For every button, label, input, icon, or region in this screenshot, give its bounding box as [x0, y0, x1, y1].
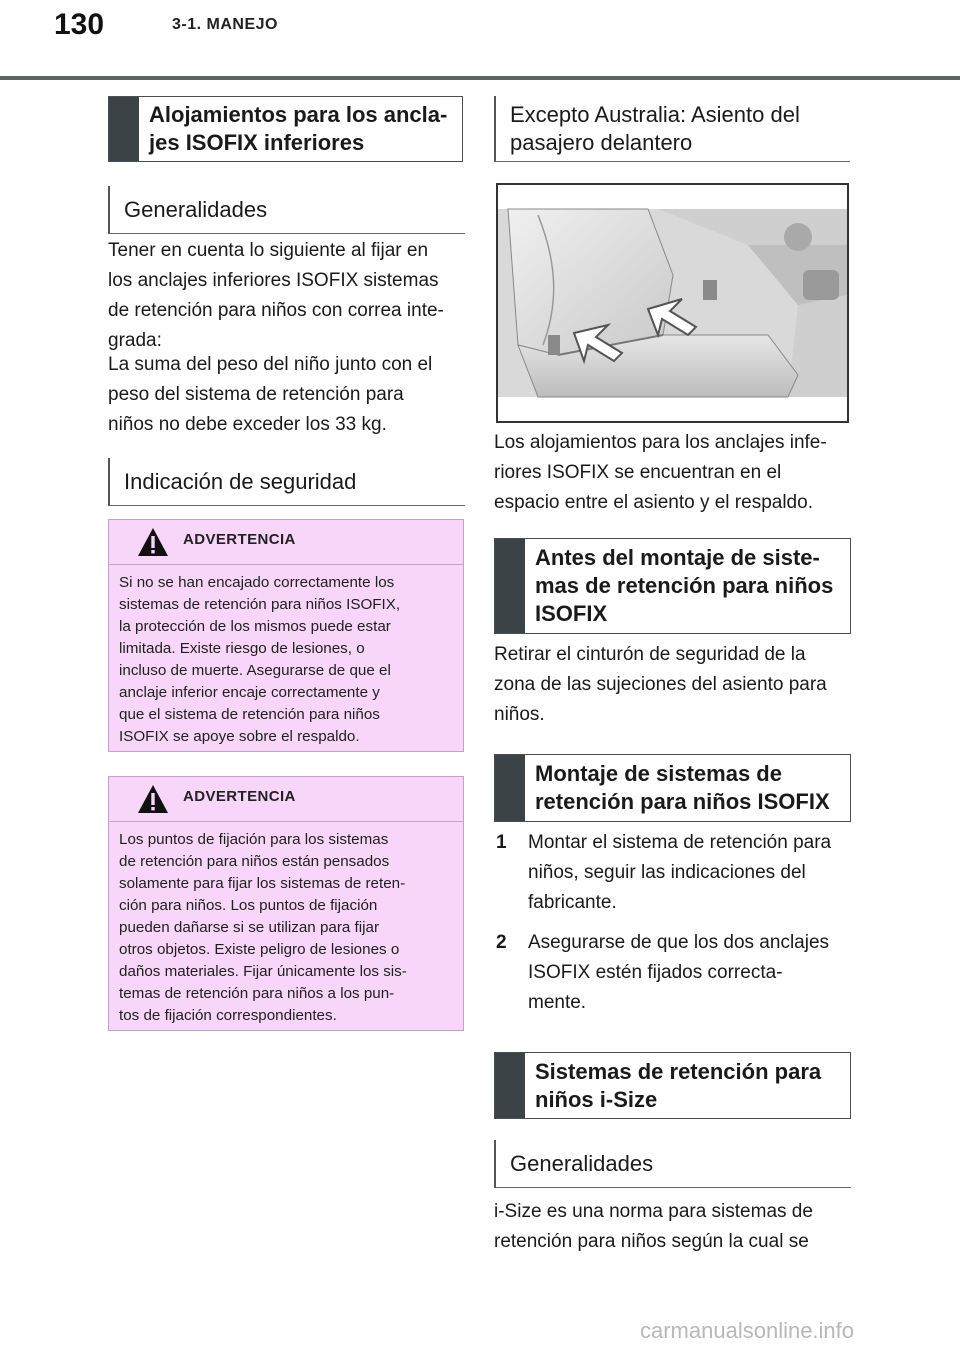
warning-text: Si no se han encajado correctamente los sistemas de retención para niños ISOFIX, la protección de los mismos puede estar limitada. Existe riesgo de lesiones, o incluso de muerte. Asegurarse de que el anclaje inferior encaje correctamente y que el sistema de retención para niños ISOFIX se apoye sobre el respaldo. — [119, 574, 401, 745]
subheading-text: Indicación de seguridad — [124, 468, 357, 494]
heading-text: Montaje de sistemas de retención para niños ISOFIX — [535, 761, 830, 814]
step-1 — [496, 828, 856, 920]
watermark: carmanualsonline.info — [640, 1318, 855, 1343]
subheading-text: Excepto Australia: Asiento del pasajero delantero — [510, 101, 800, 155]
subheading-generalidades — [108, 186, 465, 234]
section-heading-before-mounting — [494, 538, 851, 634]
warning-icon — [137, 527, 169, 557]
seat-isofix-illustration — [496, 183, 849, 423]
step-2 — [496, 928, 856, 1020]
warning-header — [109, 520, 463, 565]
subheading-generalidades-isize — [494, 1140, 851, 1188]
paragraph-isize-intro: i-Size es una norma para sistemas de retención para niños según la cual se — [494, 1201, 813, 1252]
heading-text: Alojamientos para los ancla- jes ISOFIX inferiores — [149, 102, 448, 155]
warning-header — [109, 777, 463, 822]
paragraph-remove-belt: Retirar el cinturón de seguridad de la zona de las sujeciones del asiento para niños. — [494, 644, 827, 725]
step-number: 1 — [496, 832, 507, 853]
warning-label: ADVERTENCIA — [183, 531, 296, 548]
heading-text: Antes del montaje de siste- mas de retención para niños ISOFIX — [535, 545, 834, 626]
chapter-title: 3-1. MANEJO — [172, 16, 278, 33]
header-divider — [0, 76, 960, 80]
section-heading-isofix-anchors — [108, 96, 463, 162]
seat-illustration-graphic — [498, 185, 847, 421]
subheading-except-australia — [494, 96, 850, 162]
heading-bar — [495, 1053, 525, 1118]
warning-icon — [137, 784, 169, 814]
warning-box-2 — [108, 776, 464, 1031]
page-number: 130 — [54, 8, 105, 41]
heading-bar — [495, 539, 525, 633]
figure-caption: Los alojamientos para los anclajes infe- riores ISOFIX se encuentran en el espacio entre el asiento y el respaldo. — [494, 432, 827, 513]
heading-text: Sistemas de retención para niños i-Size — [535, 1058, 822, 1112]
step-number: 2 — [496, 932, 507, 953]
warning-box-1 — [108, 519, 464, 752]
paragraph-isofix-intro: Tener en cuenta lo siguiente al fijar en los anclajes inferiores ISOFIX sistemas de retención para niños con correa inte- grada: — [108, 240, 444, 351]
subheading-safety — [108, 458, 465, 506]
heading-bar — [495, 755, 525, 821]
subheading-text: Generalidades — [124, 196, 268, 222]
section-heading-mounting — [494, 754, 851, 822]
step-text: Montar el sistema de retención para niños, seguir las indicaciones del fabricante. — [528, 832, 832, 913]
warning-label: ADVERTENCIA — [183, 788, 296, 805]
subheading-text: Generalidades — [510, 1150, 654, 1176]
section-heading-isize — [494, 1052, 851, 1119]
warning-text: Los puntos de fijación para los sistemas de retención para niños están pensados solamente para fijar los sistemas de reten- ción para niños. Los puntos de fijación pueden dañarse si se utilizan para fijar otros objetos. Existe peligro de lesiones o daños materiales. Fijar únicamente los sis- temas de retención para niños a los pun- tos de fijación correspondientes. — [119, 831, 407, 1024]
paragraph-weight-limit: La suma del peso del niño junto con el peso del sistema de retención para niños no debe exceder los 33 kg. — [108, 354, 433, 435]
heading-bar — [109, 97, 139, 161]
step-text: Asegurarse de que los dos anclajes ISOFIX estén fijados correcta- mente. — [528, 932, 830, 1013]
